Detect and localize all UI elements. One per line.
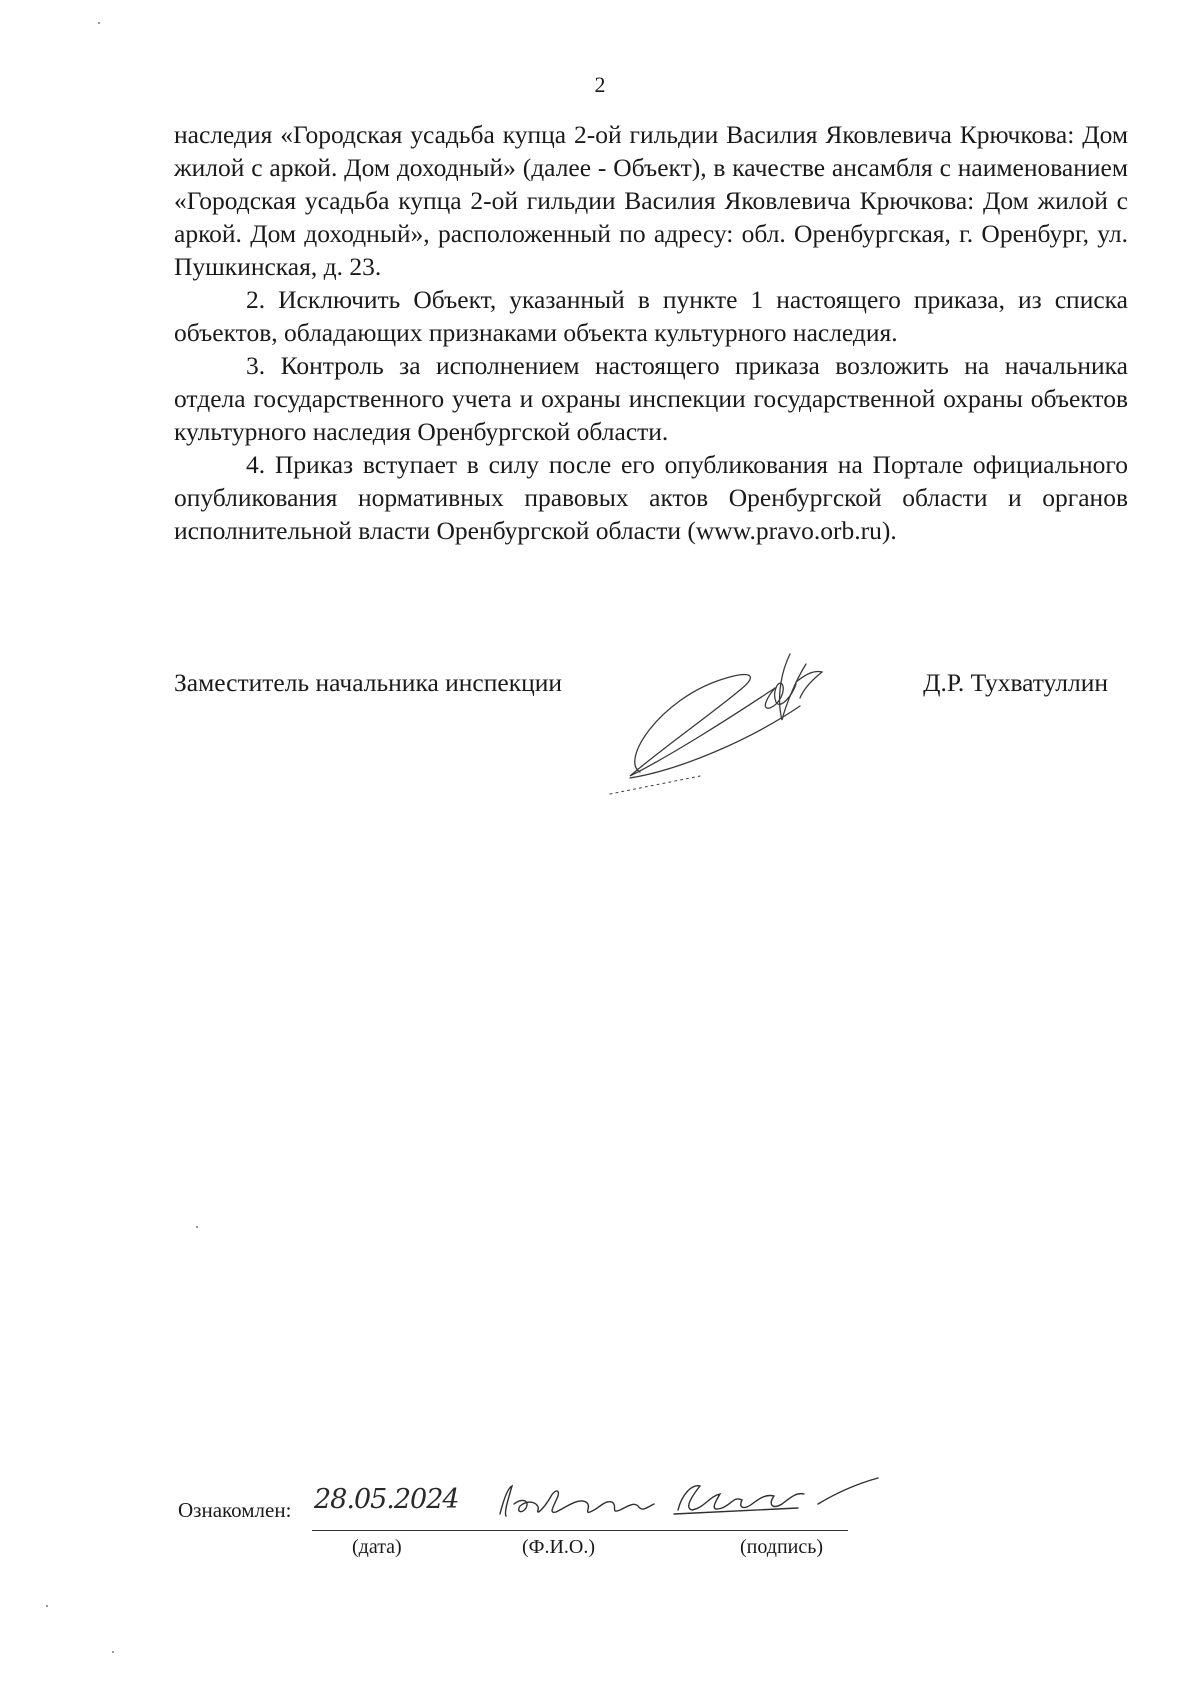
page-number: 2 <box>594 72 606 97</box>
handwritten-signature-small <box>674 1486 804 1514</box>
scan-speck <box>112 1651 114 1653</box>
ack-handwriting <box>478 1464 938 1544</box>
handwritten-fio <box>500 1486 654 1516</box>
scan-speck <box>196 1226 198 1228</box>
handwritten-stroke <box>818 1478 878 1504</box>
ack-caption-date: (дата) <box>352 1536 402 1558</box>
signer-name: Д.Р. Тухватуллин <box>923 668 1108 697</box>
paragraph-item-2: 2. Исключить Объект, указанный в пункте 1 настоящего приказа, из списка объектов, обладающих признаками объекта культурного наследия. <box>174 285 1128 347</box>
ack-label: Ознакомлен: <box>178 1498 292 1522</box>
paragraph-item-3: 3. Контроль за исполнением настоящего приказа возложить на начальника отдела государственного учета и охраны инспекции государственной охраны объектов культурного наследия Оренбургской области. <box>174 351 1128 446</box>
signer-position: Заместитель начальника инспекции <box>174 668 563 697</box>
paragraph-item-4: 4. Приказ вступает в силу после его опубликования на Портале официального опубликования нормативных правовых актов Оренбургской области и органов исполнительной власти Оренбургской области (www.pravo.orb.ru). <box>174 450 1128 545</box>
ack-date-handwritten: 28.05.2024 <box>314 1484 459 1515</box>
handwritten-signature <box>600 640 870 810</box>
document-body <box>174 118 1128 547</box>
scan-speck <box>98 22 100 24</box>
ack-caption-fio: (Ф.И.О.) <box>522 1536 596 1558</box>
ack-caption-signature: (подпись) <box>740 1536 824 1558</box>
scan-speck <box>46 1605 48 1607</box>
paragraph-continuation: наследия «Городская усадьба купца 2-ой гильдии Василия Яковлевича Крючкова: Дом жилой с аркой. Дом доходный» (далее - Объект), в качестве ансамбля с наименованием «Городская усадьба купца 2-ой гильдии Василия Яковлевича Крючкова: Дом жилой с аркой. Дом доходный», расположенный по адресу: обл. Оренбургская, г. Оренбург, ул. Пушкинская, д. 23. <box>174 120 1128 281</box>
